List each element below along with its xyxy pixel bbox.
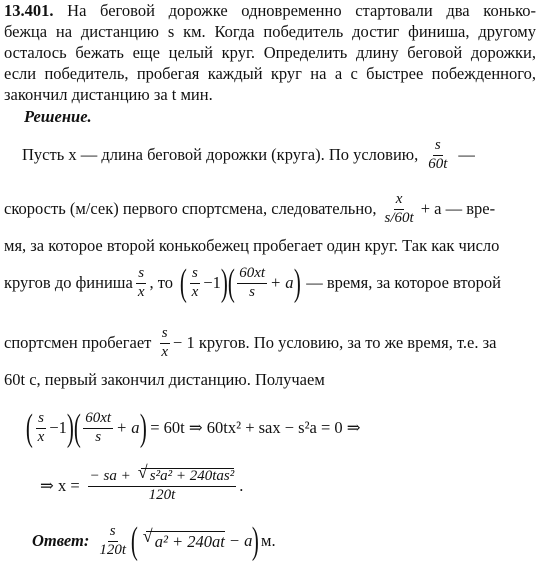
eq1-left-paren-2: (	[73, 407, 81, 449]
eq2-denominator: 120t	[148, 487, 176, 503]
solution-text-2b: + a — вре-	[420, 199, 496, 218]
eq1-rest: = 60t ⇒ 60tx² + sax − s²a = 0 ⇒	[150, 418, 361, 437]
problem-number: 13.401.	[4, 1, 54, 20]
dash: —	[458, 145, 475, 164]
eq2-fraction	[88, 468, 237, 504]
answer-fraction	[97, 524, 128, 559]
solution-text-4c: — время, за которое второй	[306, 273, 501, 292]
fraction-numerator: s	[108, 524, 118, 542]
fraction-s-60t	[426, 138, 449, 173]
problem-line-5: закончил дистанцию за t мин.	[4, 85, 213, 104]
answer-line	[32, 516, 276, 566]
solution-heading: Решение.	[24, 107, 92, 126]
fraction-denominator: s/60t	[384, 209, 414, 226]
fraction-denominator: x	[137, 283, 145, 300]
answer-right-paren: )	[252, 520, 260, 562]
solution-text-4b: , то	[149, 273, 173, 292]
solution-text-4a: кругов до финиша	[4, 273, 133, 292]
eq2-prefix: ⇒ x =	[40, 476, 80, 495]
answer-unit: м.	[261, 531, 276, 550]
solution-text-1: Пусть x — длина беговой дорожки (круга). По условию,	[22, 145, 419, 164]
fraction-denominator: 60t	[428, 155, 448, 172]
fraction-numerator: 60xt	[83, 411, 113, 429]
solution-text-2: скорость (м/сек) первого спортсмена, следовательно,	[4, 199, 377, 218]
fraction-numerator: s	[190, 266, 200, 284]
solution-line-1	[22, 130, 475, 180]
fraction-s-x-2	[190, 266, 201, 301]
answer-minus-a: − a	[228, 531, 253, 550]
eq1-right-paren: )	[66, 407, 74, 449]
answer-label: Ответ:	[32, 531, 90, 550]
fraction-numerator: x	[394, 192, 405, 210]
fraction-s-x	[136, 266, 147, 301]
square-root	[141, 468, 234, 485]
fraction-numerator: 60xt	[237, 266, 267, 284]
eq1-right-paren-2: )	[139, 407, 147, 449]
equation-2	[40, 458, 243, 514]
solution-line-3: мя, за которое второй конькобежец пробегает один круг. Так как число	[4, 236, 500, 255]
problem-line-4: если победитель, пробегая каждый круг на a с быстрее побежденного,	[4, 64, 536, 83]
fraction-x-s60t	[383, 192, 416, 227]
solution-line-4	[4, 257, 501, 309]
answer-root-content: a² + 240at	[154, 531, 225, 551]
right-paren-2: )	[293, 262, 301, 304]
fraction-60xt-s	[237, 266, 267, 301]
answer-left-paren: (	[130, 520, 138, 562]
fraction-denominator: s	[249, 283, 256, 300]
solution-line-5	[4, 318, 496, 368]
fraction-numerator: s	[136, 266, 146, 284]
right-paren: )	[220, 262, 228, 304]
fraction-denominator: x	[37, 428, 45, 445]
plus-a: + a	[270, 273, 294, 292]
fraction-denominator: x	[191, 283, 199, 300]
eq1-plus-a: + a	[116, 418, 140, 437]
eq2-numerator-text: − sa +	[89, 468, 131, 485]
solution-line-2	[4, 184, 495, 234]
eq1-fraction-60xt-s	[83, 411, 113, 446]
fraction-denominator: 120t	[99, 541, 127, 558]
fraction-numerator: s	[36, 411, 46, 429]
eq2-numerator	[88, 468, 237, 487]
eq1-left-paren: (	[25, 407, 33, 449]
fraction-numerator: s	[433, 138, 443, 156]
answer-square-root	[146, 531, 225, 552]
left-paren-2: (	[227, 262, 235, 304]
solution-text-5a: спортсмен пробегает	[4, 333, 152, 352]
fraction-s-x-3	[159, 326, 170, 361]
problem-text-1: На беговой дорожке одновременно стартовали два конько-	[67, 1, 536, 20]
eq2-root-content: s²a² + 240tas²	[149, 468, 235, 485]
minus-one: −1	[203, 273, 221, 292]
eq2-dot: .	[239, 476, 244, 495]
left-paren: (	[179, 262, 187, 304]
eq1-minus-one: −1	[49, 418, 67, 437]
eq1-fraction-s-x	[36, 411, 47, 446]
problem-line-1	[4, 1, 536, 21]
fraction-numerator: s	[160, 326, 170, 344]
solution-text-5b: − 1 кругов. По условию, за то же время, т.е. за	[173, 333, 497, 352]
problem-line-2: бежца на дистанцию s км. Когда победитель достиг финиша, другому	[4, 22, 536, 41]
fraction-denominator: x	[161, 343, 169, 360]
solution-line-6: 60t с, первый закончил дистанцию. Получаем	[4, 370, 325, 389]
problem-line-3: осталось бежать еще целый круг. Определить длину беговой дорожки,	[4, 43, 536, 62]
equation-1	[26, 400, 361, 456]
fraction-denominator: s	[95, 428, 102, 445]
